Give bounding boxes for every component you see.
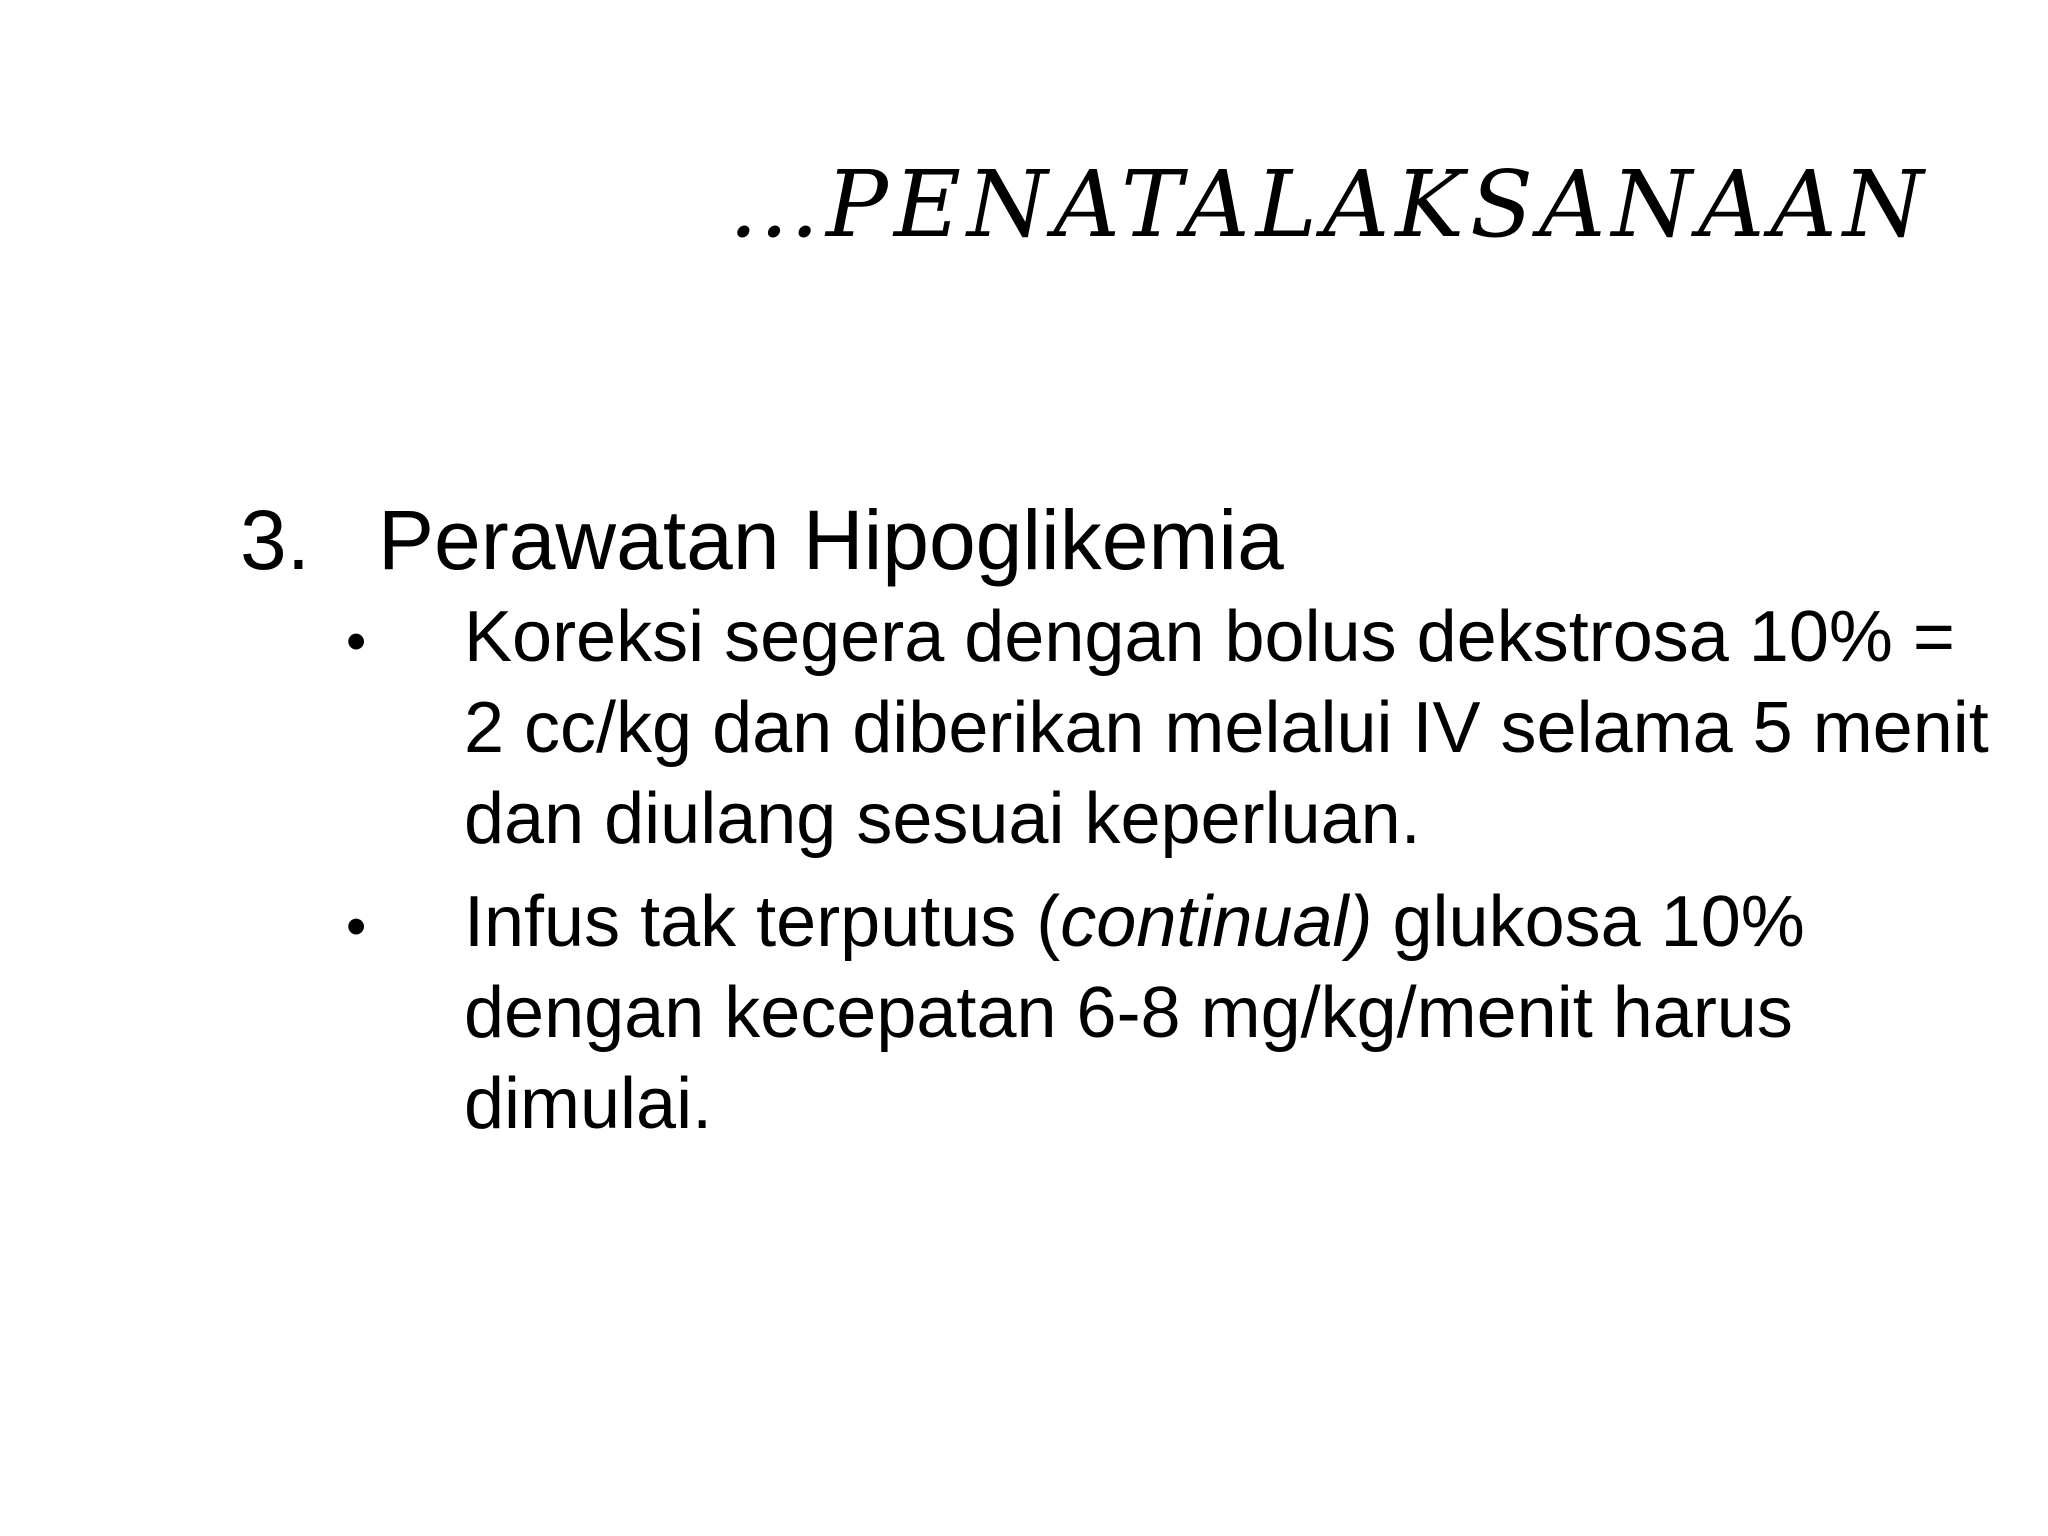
section-heading: Perawatan Hipoglikemia <box>378 493 1284 587</box>
bullet-icon: • <box>346 609 367 674</box>
bullet-item <box>240 592 2000 865</box>
list-number: 3. <box>240 493 311 587</box>
bullet-text: Koreksi segera dengan bolus dekstrosa 10% = 2 cc/kg dan diberikan melalui IV selama 5 menit dan diulang sesuai keperluan. <box>464 597 1989 859</box>
bullet-text <box>464 877 2000 1150</box>
slide-title: …PENATALAKSANAAN <box>728 151 1930 258</box>
slide-content <box>240 490 2000 1162</box>
bullet-icon: • <box>346 894 367 959</box>
bullet-list <box>240 592 2000 1150</box>
bullet-text-italic: continual) <box>1060 882 1373 962</box>
numbered-heading <box>240 490 2000 590</box>
bullet-text-start: Infus tak terputus ( <box>464 882 1061 962</box>
bullet-text-end: glukosa 10% dengan kecepatan 6-8 mg/kg/menit harus dimulai. <box>464 882 1805 1144</box>
bullet-item <box>240 877 2000 1150</box>
